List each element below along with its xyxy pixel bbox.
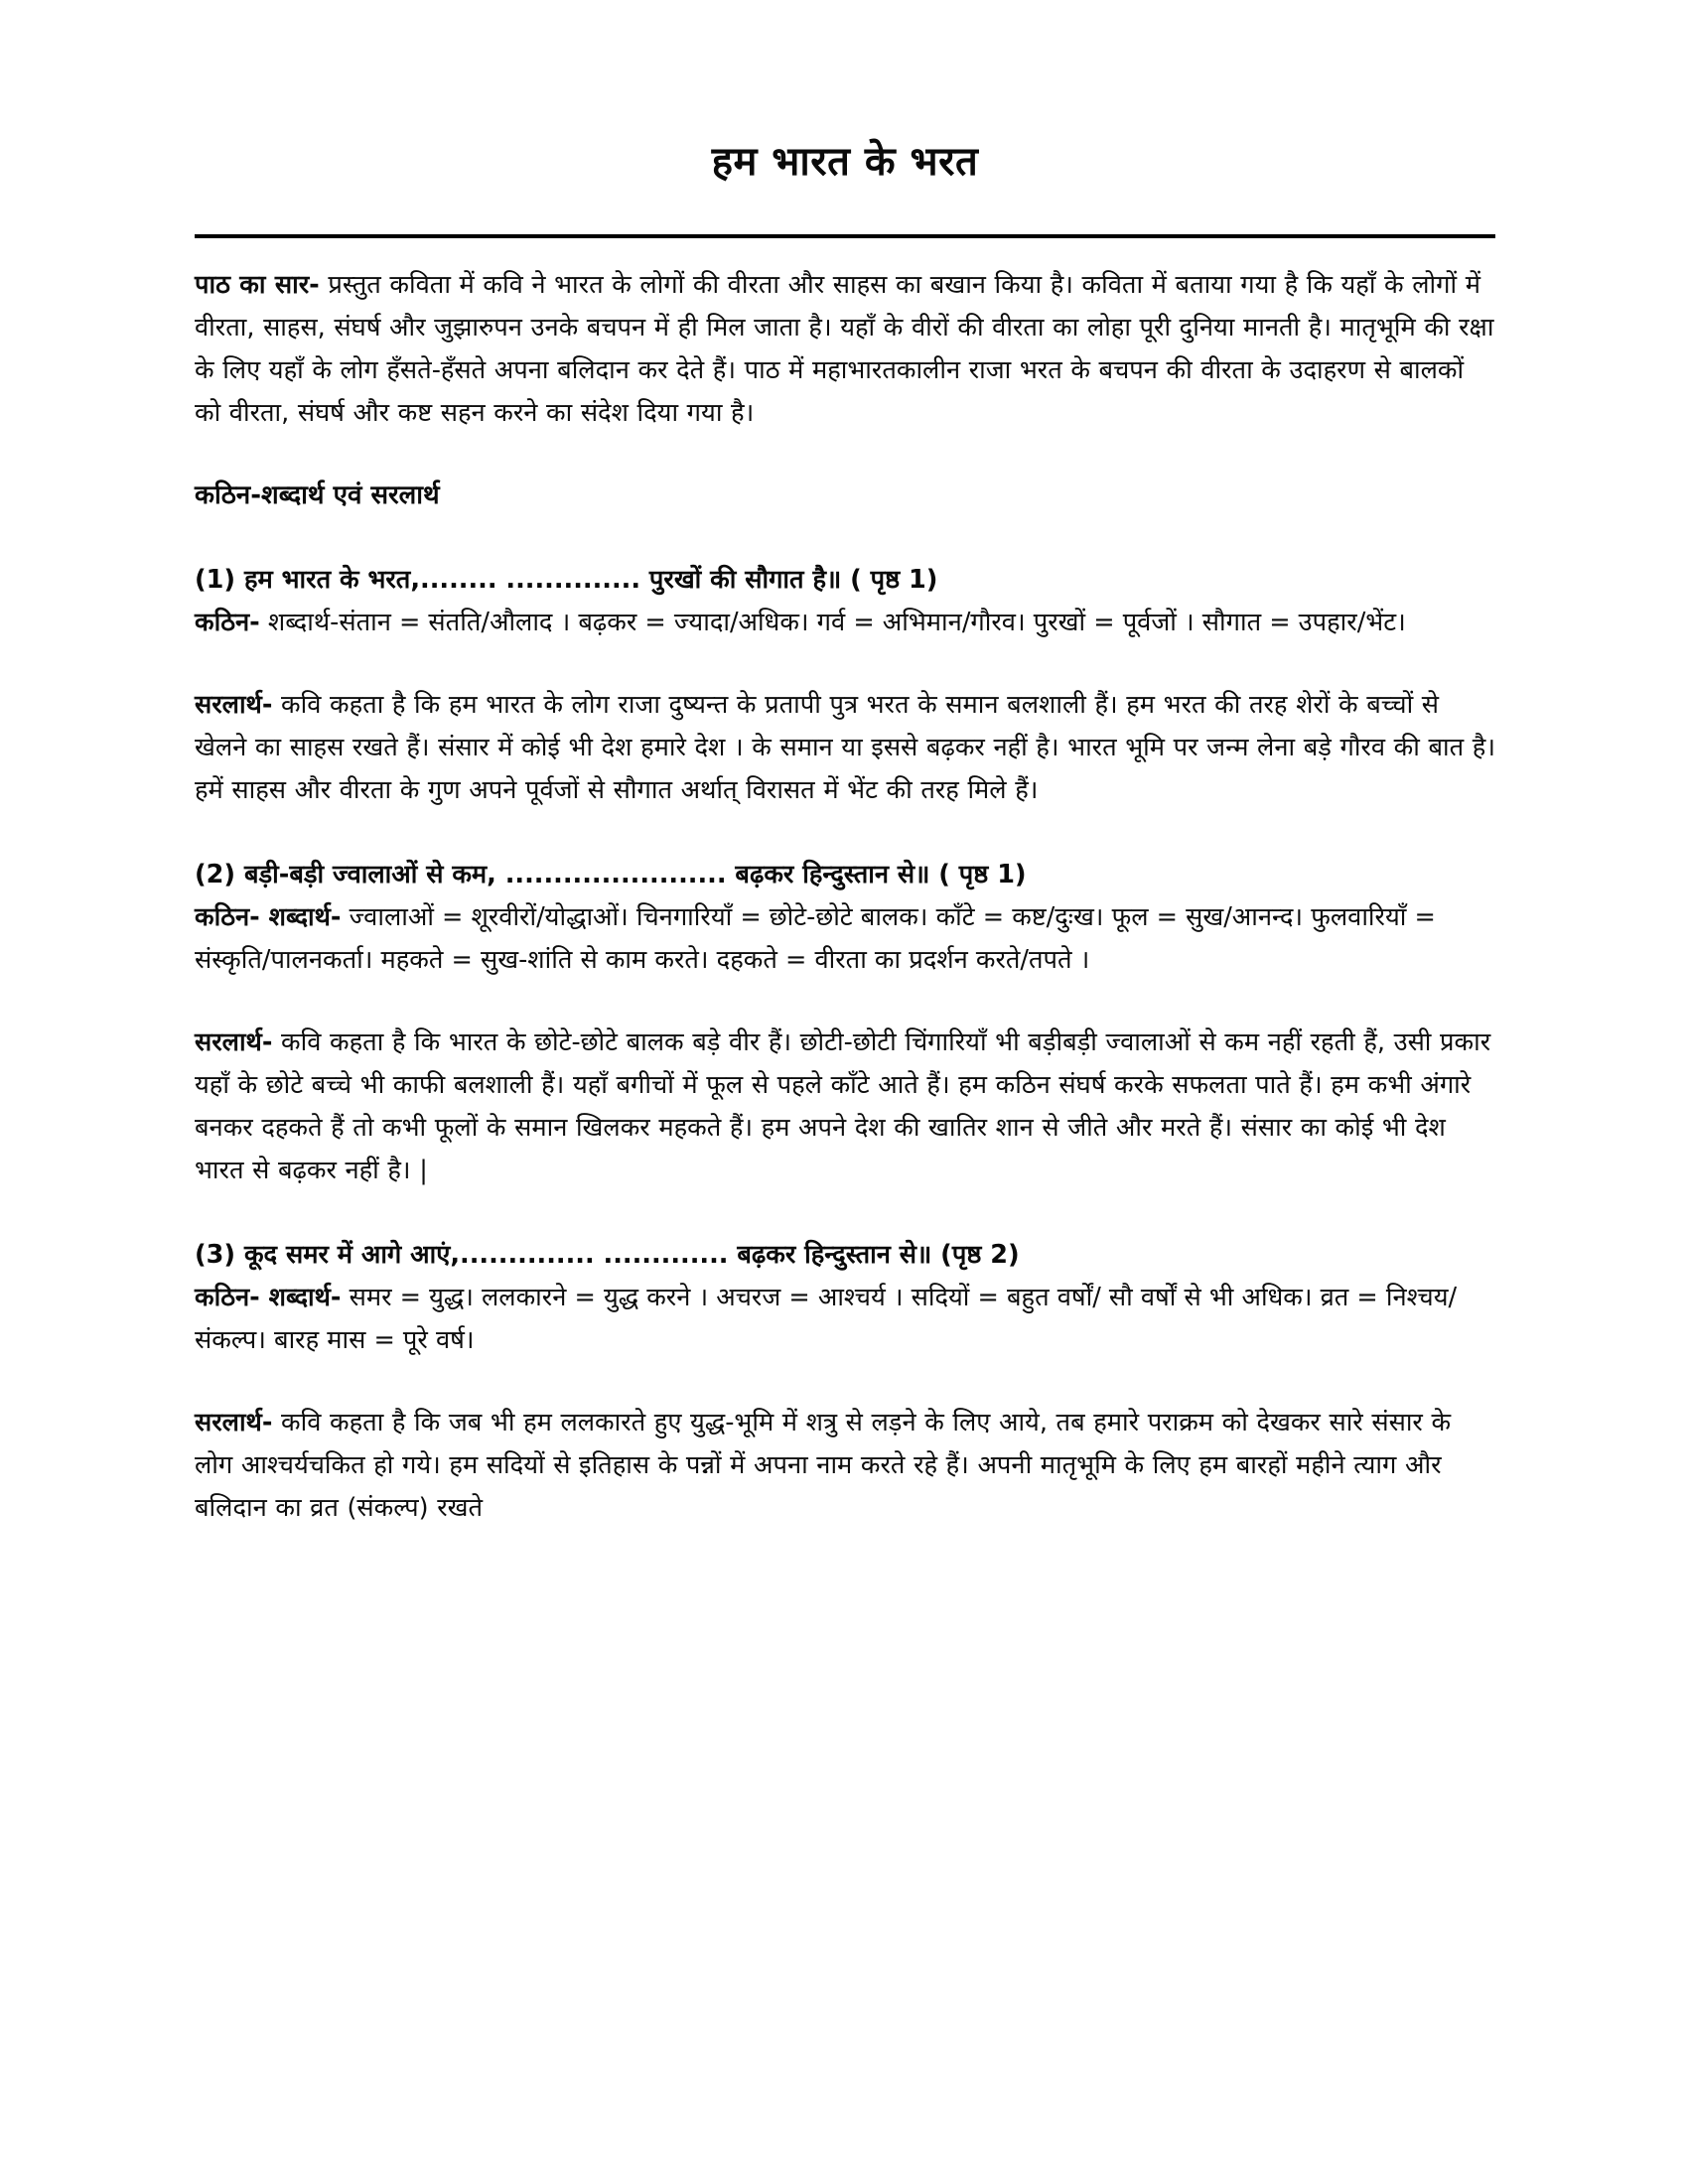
- difficult-words-label: कठिन-: [195, 608, 260, 637]
- document-content: [195, 0, 1495, 1530]
- difficult-words-label: कठिन- शब्दार्थ-: [195, 1283, 342, 1312]
- simple-meaning-block: [195, 1362, 1495, 1530]
- summary-text: प्रस्तुत कविता में कवि ने भारत के लोगों की वीरता और साहस का बखान किया है। कविता में बताया गया है कि यहाँ के लोगों में वीरता, साहस, संघर्ष और जुझारुपन उनके बचपन में ही मिल जाता है। यहाँ के वीरों की वीरता का लोहा पूरी दुनिया मानती है। मातृभूमि की रक्षा के लिए यहाँ के लोग हँसते-हँसते अपना बलिदान कर देते हैं। पाठ में महाभारतकालीन राजा भरत के बचपन की वीरता के उदाहरण से बालकों को वीरता, संघर्ष और कष्ट सहन करने का संदेश दिया गया है।: [195, 270, 1494, 428]
- simple-meaning-label: सरलार्थ-: [195, 1027, 273, 1057]
- simple-meaning-label: सरलार्थ-: [195, 690, 273, 720]
- stanza-block: [195, 517, 1495, 644]
- stanza-verse: बड़ी-बड़ी ज्वालाओं से कम, ....................... बढ़कर हिन्दुस्तान से॥ ( पृष्ठ 1): [243, 860, 1027, 889]
- stanza-verse-line: [195, 1234, 1495, 1277]
- stanza-number: (1): [195, 565, 236, 595]
- stanza-number: (3): [195, 1240, 236, 1270]
- stanza-verse-line: [195, 559, 1495, 602]
- stanza-verse: हम भारत के भरत,........ .............. पुरखों की सौगात है॥ ( पृष्ठ 1): [243, 565, 938, 595]
- simple-meaning-paragraph: [195, 1402, 1495, 1530]
- stanza-block: [195, 812, 1495, 982]
- difficult-words-line: [195, 896, 1495, 982]
- simple-meaning-paragraph: [195, 1022, 1495, 1192]
- section-heading-difficult-words: कठिन-शब्दार्थ एवं सरलार्थ: [195, 480, 440, 510]
- stanza-verse: कूद समर में आगे आएं,.............. ............. बढ़कर हिन्दुस्तान से॥ (पृष्ठ 2): [243, 1240, 1020, 1270]
- page-title: हम भारत के भरत: [711, 139, 979, 185]
- simple-meaning-text: कवि कहता है कि जब भी हम ललकारते हुए युद्ध-भूमि में शत्रु से लड़ने के लिए आये, तब हमारे पराक्रम को देखकर सारे संसार के लोग आश्चर्यचकित हो गये। हम सदियों से इतिहास के पन्नों में अपना नाम करते रहे हैं। अपनी मातृभूमि के लिए हम बारहों महीने त्याग और बलिदान का व्रत (संकल्प) रखते: [195, 1408, 1452, 1523]
- title-divider: [195, 234, 1495, 238]
- simple-meaning-text: कवि कहता है कि हम भारत के लोग राजा दुष्यन्त के प्रतापी पुत्र भरत के समान बलशाली हैं। हम भरत की तरह शेरों के बच्चों से खेलने का साहस रखते हैं। संसार में कोई भी देश हमारे देश । के समान या इससे बढ़कर नहीं है। भारत भूमि पर जन्म लेना बड़े गौरव की बात है। हमें साहस और वीरता के गुण अपने पूर्वजों से सौगात अर्थात् विरासत में भेंट की तरह मिले हैं।: [195, 690, 1495, 805]
- stanza-verse-line: [195, 854, 1495, 896]
- difficult-words-line: [195, 1277, 1495, 1362]
- simple-meaning-paragraph: [195, 684, 1495, 812]
- simple-meaning-block: [195, 644, 1495, 812]
- stanza-number: (2): [195, 860, 236, 889]
- stanza-block: [195, 1192, 1495, 1362]
- summary-paragraph: [195, 264, 1495, 435]
- summary-label: पाठ का सार-: [195, 270, 320, 300]
- difficult-words-text: ज्वालाओं = शूरवीरों/योद्धाओं। चिनगारियाँ = छोटे-छोटे बालक। काँटे = कष्ट/दुःख। फूल = सुख/आनन्द। फुलवारियाँ = संस्कृति/पालनकर्ता। महकते = सुख-शांति से काम करते। दहकते = वीरता का प्रदर्शन करते/तपते ।: [195, 902, 1436, 975]
- simple-meaning-text: कवि कहता है कि भारत के छोटे-छोटे बालक बड़े वीर हैं। छोटी-छोटी चिंगारियाँ भी बड़ीबड़ी ज्वालाओं से कम नहीं रहती हैं, उसी प्रकार यहाँ के छोटे बच्चे भी काफी बलशाली हैं। यहाँ बगीचों में फूल से पहले काँटे आते हैं। हम कठिन संघर्ष करके सफलता पाते हैं। हम कभी अंगारे बनकर दहकते हैं तो कभी फूलों के समान खिलकर महकते हैं। हम अपने देश की खातिर शान से जीते और मरते हैं। संसार का कोई भी देश भारत से बढ़कर नहीं है। |: [195, 1027, 1491, 1185]
- simple-meaning-block: [195, 982, 1495, 1192]
- difficult-words-label: कठिन- शब्दार्थ-: [195, 902, 342, 932]
- difficult-words-text: शब्दार्थ-संतान = संतति/औलाद । बढ़कर = ज्यादा/अधिक। गर्व = अभिमान/गौरव। पुरखों = पूर्वजों । सौगात = उपहार/भेंट।: [259, 608, 1406, 637]
- difficult-words-line: [195, 602, 1495, 644]
- simple-meaning-label: सरलार्थ-: [195, 1408, 273, 1437]
- difficult-words-text: समर = युद्ध। ललकारने = युद्ध करने । अचरज = आश्चर्य । सदियों = बहुत वर्षों/ सौ वर्षों से भी अधिक। व्रत = निश्चय/संकल्प। बारह मास = पूरे वर्ष।: [195, 1283, 1458, 1355]
